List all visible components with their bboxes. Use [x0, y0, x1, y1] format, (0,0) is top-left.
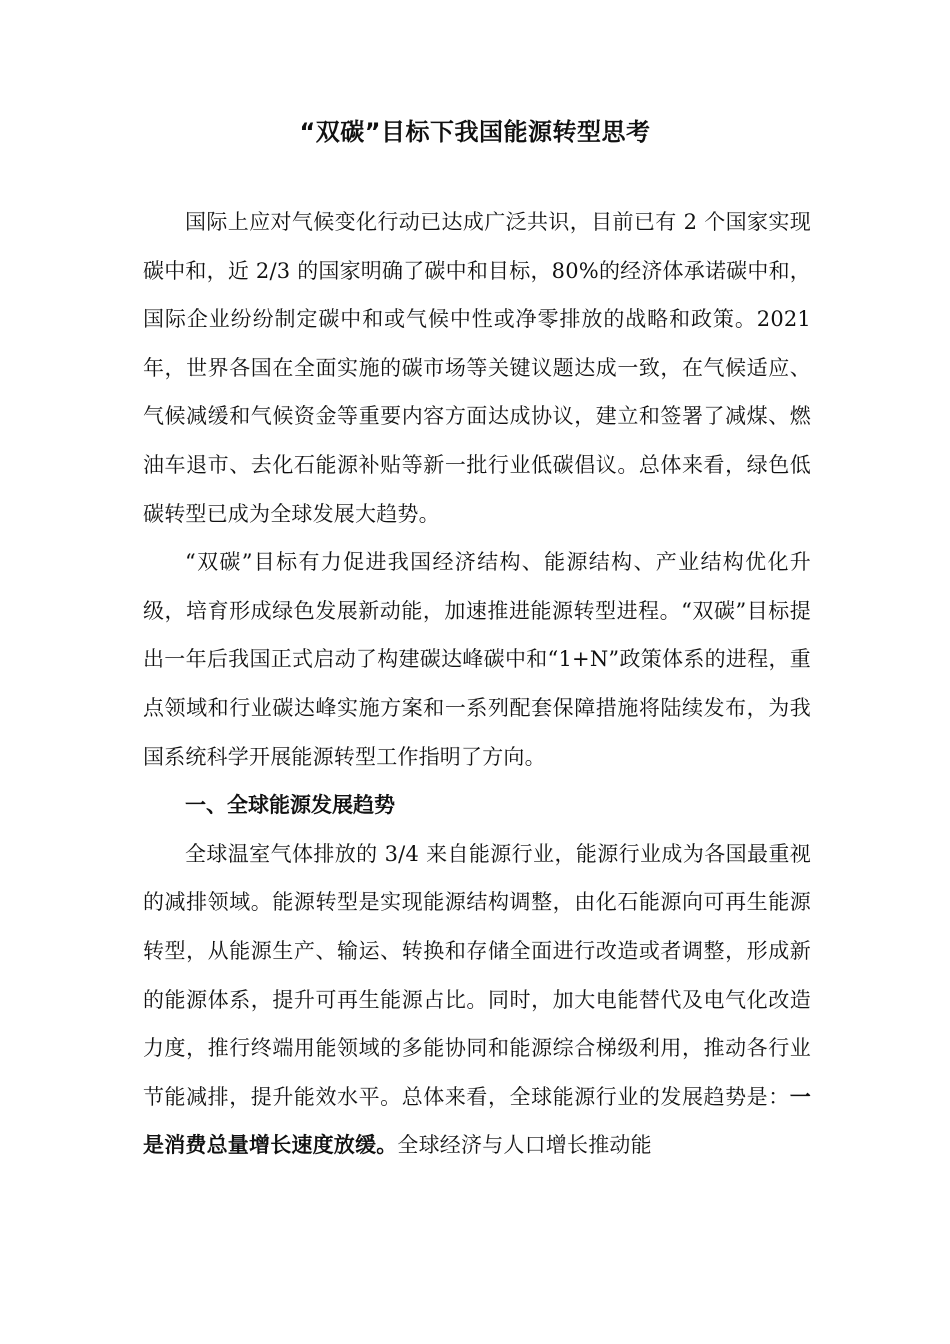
paragraph-global-energy-emphasis: 一是消费总量增长速度放缓。 [143, 1084, 811, 1158]
section-heading-global-energy-trends: 一、全球能源发展趋势 [185, 793, 395, 818]
paragraph-global-energy-text: 全球温室气体排放的 3/4 来自能源行业，能源行业成为各国最重视的减排领域。能源转型是实现能源结构调整，由化石能源向可再生能源转型，从能源生产、输运、转换和存储全面进行改造或者调整，形成新的能源体系，提升可再生能源占比。同时，加大电能替代及电气化改造力度，推行终端用能领域的多能协同和能源综合梯级利用，推动各行业节能减排，提升能效水平。总体来看，全球能源行业的发展趋势是： [143, 841, 811, 1109]
paragraph-intro: 国际上应对气候变化行动已达成广泛共识，目前已有 2 个国家实现碳中和，近 2/3 的国家明确了碳中和目标，80%的经济体承诺碳中和，国际企业纷纷制定碳中和或气候中性或净零排放的战略和政策。2021 年，世界各国在全面实施的碳市场等关键议题达成一致，在气候适应、气候减缓和气候资金等重要内容方面达成协议，建立和签署了减煤、燃油车退市、去化石能源补贴等新一批行业低碳倡议。总体来看，绿色低碳转型已成为全球发展大趋势。 [143, 210, 811, 526]
document-title: “双碳”目标下我国能源转型思考 [299, 118, 651, 146]
paragraph-global-energy-tail: 全球经济与人口增长推动能 [397, 1133, 652, 1158]
document-body [143, 198, 811, 1170]
paragraph-global-energy [143, 830, 811, 1170]
paragraph-dual-carbon: “双碳”目标有力促进我国经济结构、能源结构、产业结构优化升级，培育形成绿色发展新动能，加速推进能源转型进程。“双碳”目标提出一年后我国正式启动了构建碳达峰碳中和“1+N”政策体系的进程，重点领域和行业碳达峰实施方案和一系列配套保障措施将陆续发布，为我国系统科学开展能源转型工作指明了方向。 [143, 550, 811, 769]
